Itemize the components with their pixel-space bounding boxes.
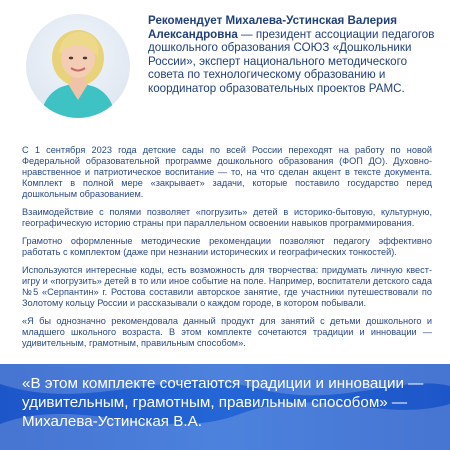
paragraph-fop: С 1 сентября 2023 года детские сады по всей России переходят на работу по новой Федеральной образовательной программе дошкольного образования (ФОП ДО). Духовно-нравственное и патриотическое воспитание — то, на что сделан акцент в тексте документа. Комплект в полной мере «закрывает» задачи, которые поставило государство перед дошкольным образованием. [22, 145, 432, 199]
paragraph-recommendation: «Я бы однозначно рекомендовала данный продукт для занятий с детьми дошкольного и младшего школьного возраста. В этом комплекте сочетаются традиции и инновации — удивительным, грамотным, правильным способом». [22, 316, 432, 348]
banner-quote: «В этом комплекте сочетаются традиции и инновации — удивительным, грамотным, правильным способом» — Михалева-Устинская В.А. [22, 375, 424, 430]
expert-name: Рекомендует Михалева-Устинская Валерия Александровна [148, 14, 397, 41]
expert-description: — президент ассоциации педагогов дошкольного образования СОЮЗ «Дошкольники России», эксперт национального методического совета по технологическому образованию и координатор образовательных проектов РАМС. [148, 27, 435, 95]
paragraph-codes: Используются интересные коды, есть возможность для творчества: придумать личную квест-игру и «погрузить» детей в то или иное событие на поле. Например, воспитатели детского сада №5 «Серпантин» г. Ростова составили авторское занятие, где участники путешествовали по Золотому кольцу России и рассказывали о каждом городе, в котором побывали. [22, 265, 432, 308]
expert-intro [148, 14, 438, 96]
review-body [22, 145, 432, 356]
paragraph-methodology: Грамотно оформленные методические рекомендации позволяют педагогу эффективно работать с комплектом (даже при незнании исторических и географических тонкостей). [22, 236, 432, 257]
paragraph-fields: Взаимодействие с полями позволяет «погрузить» детей в историко-бытовую, культурную, географическую историю страны при параллельном освоении навыков программирования. [22, 207, 432, 228]
expert-photo [26, 14, 130, 118]
portrait-illustration [26, 14, 130, 118]
